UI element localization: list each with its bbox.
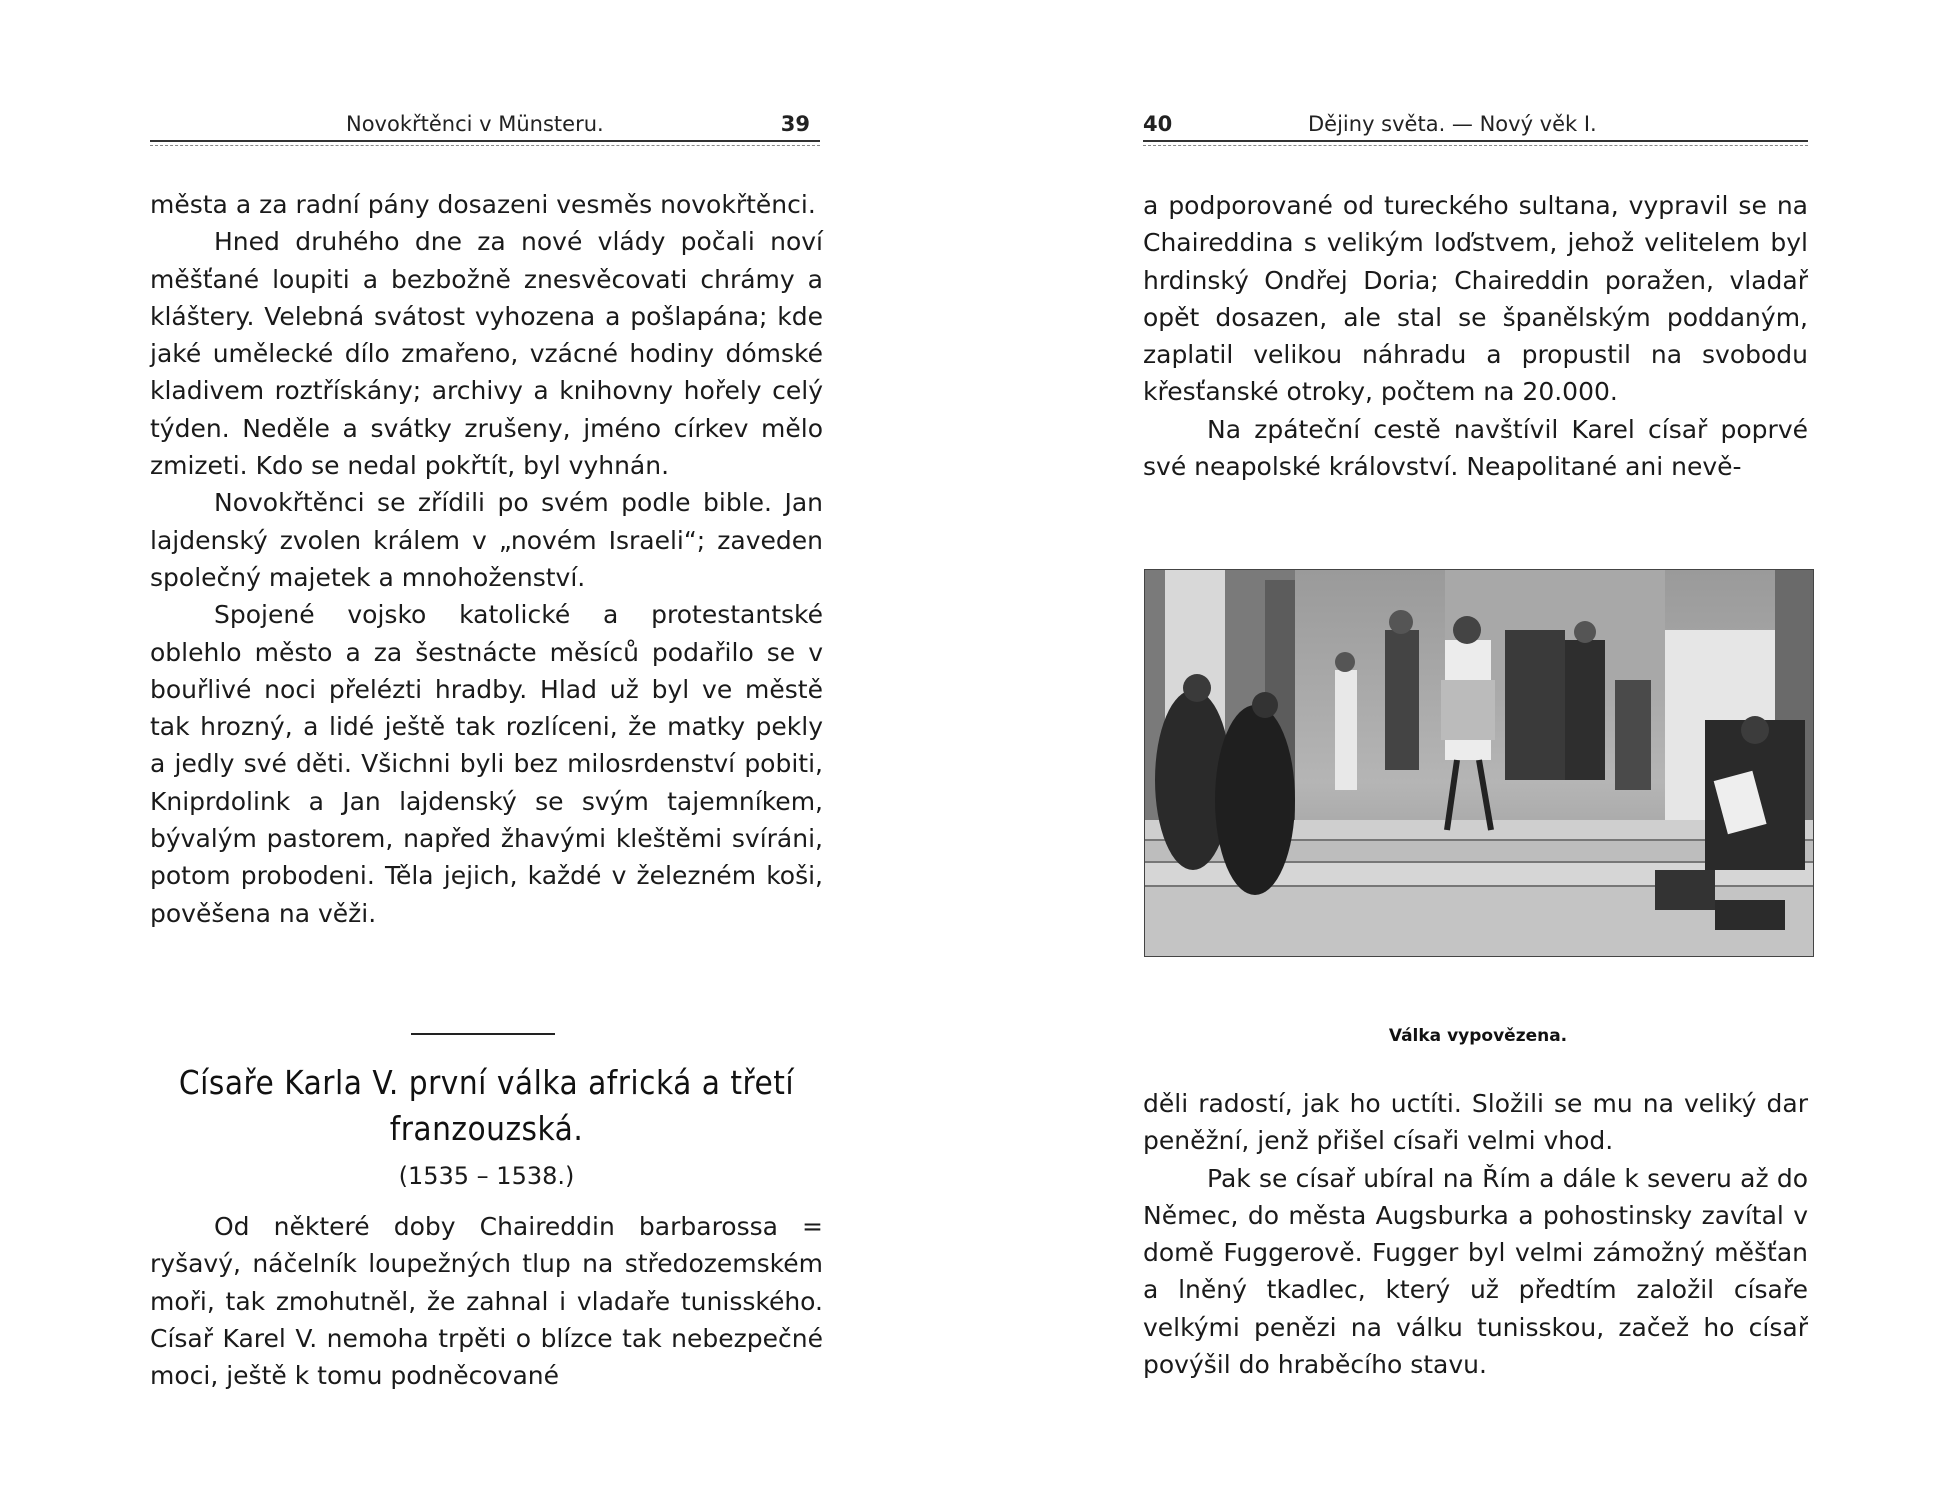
left-running-head-title: Novokřtěnci v Münsteru. — [346, 112, 604, 136]
section-divider — [411, 1033, 555, 1035]
left-body-text-top — [150, 186, 823, 932]
right-paragraph-3: děli radostí, jak ho uctíti. Složili se mu na veliký dar peněžní, jenž přišel císaři velmi vhod. — [1143, 1089, 1808, 1156]
left-paragraph-2: Hned druhého dne za nové vlády počali noví měšťané loupiti a bezbožně znesvěcovati chrámy a kláštery. Velebná svátost vyhozena a pošlapána; kde jaké umělecké dílo zmařeno, vzácné hodiny dómské kladivem roztřískány; archivy a knihovny hořely celý týden. Neděle a svátky zrušeny, jméno církev mělo zmizeti. Kdo se nedal pokřtít, byl vyhnán. — [150, 227, 823, 481]
left-running-head — [150, 112, 820, 142]
right-body-text-top — [1143, 187, 1808, 485]
right-paragraph-1: a podporované od tureckého sultana, vypravil se na Chaireddina s velikým loďstvem, jehož velitelem byl hrdinský Ondřej Doria; Chaireddin poražen, vladař opět dosazen, ale stal se španělským poddaným, zaplatil velikou náhradu a propustil na svobodu křesťanské otroky, počtem na 20.000. — [1143, 191, 1808, 407]
figure-caption: Válka vypovězena. — [1388, 1026, 1568, 1046]
right-paragraph-4: Pak se císař ubíral na Řím a dále k severu až do Němec, do města Augsburka a pohostinsky zavítal v domě Fuggerově. Fugger byl velmi zámožný měšťan a lněný tkadlec, který už předtím založil císaře velkými penězi na válku tunisskou, začež ho císař povýšil do hraběcího stavu. — [1143, 1163, 1808, 1380]
left-header-rule — [150, 145, 820, 146]
right-body-text-bottom — [1143, 1085, 1808, 1383]
right-running-head — [1143, 112, 1808, 142]
right-paragraph-2: Na zpáteční cestě navštívil Karel císař poprvé své neapolské království. Neapolitané ani nevě- — [1143, 414, 1808, 482]
left-body-text-bottom — [150, 1208, 823, 1394]
left-paragraph-1: města a za radní pány dosazeni vesměs novokřtěnci. — [150, 190, 816, 219]
engraving-illustration — [1144, 569, 1814, 957]
right-page-number: 40 — [1143, 112, 1173, 136]
chapter-title: Císaře Karla V. první válka africká a třetí franzouzská. — [178, 1063, 795, 1148]
right-running-head-title: Dějiny světa. — Nový věk I. — [1308, 112, 1597, 136]
left-paragraph-3: Novokřtěnci se zřídili po svém podle bible. Jan lajdenský zvolen králem v „novém Israeli“; zaveden společný majetek a mnohoženství. — [150, 488, 823, 592]
left-paragraph-4: Spojené vojsko katolické a protestantské oblehlo město a za šestnácte měsíců podařilo se v bouřlivé noci přelézti hradby. Hlad už byl ve městě tak hrozný, a lidé ještě tak rozlíceni, že matky pekly a jedly své děti. Všichni byli bez milosrdenství pobiti, Kniprdolink a Jan lajdenský se svým tajemníkem, bývalým pastorem, napřed žhavými kleštěmi svíráni, potom probodeni. Těla jejich, každé v železném koši, pověšena na věži. — [150, 600, 823, 928]
left-paragraph-5: Od některé doby Chaireddin barbarossa = ryšavý, náčelník loupežných tlup na středozemském moři, tak zmohutněl, že zahnal i vladaře tunisského. Císař Karel V. nemoha trpěti o blízce tak nebezpečné moci, ještě k tomu podněcované — [150, 1212, 823, 1391]
chapter-dates: (1535 – 1538.) — [398, 1162, 575, 1190]
right-header-rule — [1143, 145, 1808, 146]
left-page-number: 39 — [780, 112, 810, 136]
